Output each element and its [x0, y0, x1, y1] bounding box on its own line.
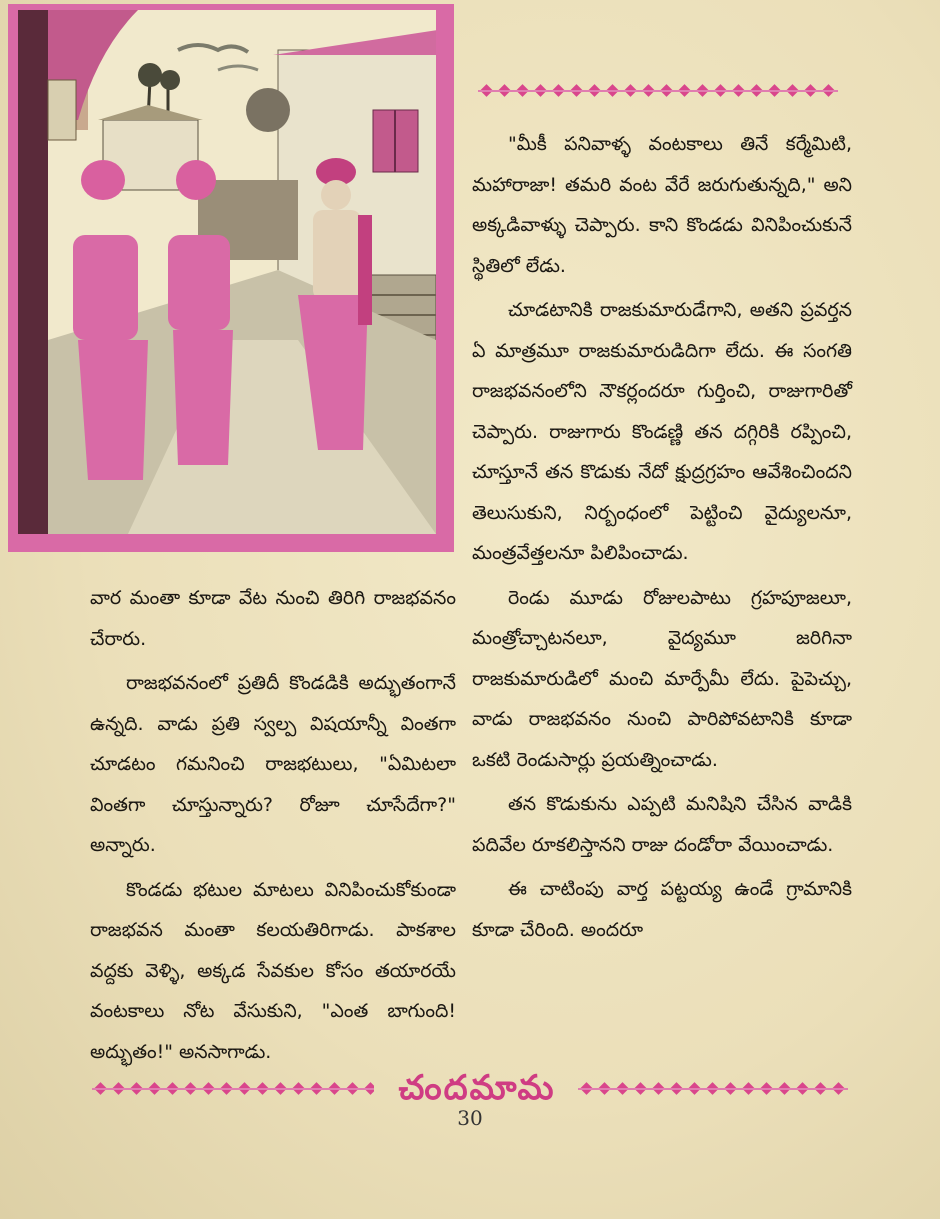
story-illustration	[8, 4, 454, 552]
paragraph: ఈ చాటింపు వార్త పట్టయ్య ఉండే గ్రామానికి కూడా చేరింది. అందరూ	[472, 878, 852, 941]
ornament-border-footer-right	[578, 1080, 850, 1100]
illustration-scene	[18, 10, 436, 534]
paragraph: రెండు మూడు రోజులపాటు గ్రహపూజలూ, మంత్రోచ్చాటనలూ, వైద్యమూ జరిగినా రాజకుమారుడిలో మంచి మార్పేమీ లేదు. పైపెచ్చు, వాడు రాజభవనం నుంచి పారిపోవటానికి కూడా ఒకటి రెండుసార్లు ప్రయత్నించాడు.	[472, 586, 852, 771]
ornament-border-footer-left	[92, 1080, 374, 1100]
paragraph: కొండడు భటుల మాటలు వినిపించుకోకుండా రాజభవన మంతా కలయతిరిగాడు. పాకశాల వద్దకు వెళ్ళి, అక్కడ సేవకుల కోసం తయారయే వంటకాలు నోట వేసుకుని, "ఎంత బాగుంది! అద్భుతం!" అనసాగాడు.	[90, 878, 456, 1063]
illustration-drawing	[18, 10, 436, 534]
right-text-column	[472, 120, 852, 950]
left-text-column	[90, 578, 456, 1072]
paragraph: తన కొడుకును ఎప్పటి మనిషిని చేసిన వాడికి పదివేల రూకలిస్తానని రాజు దండోరా వేయించాడు.	[472, 793, 852, 856]
paragraph: రాజభవనంలో ప్రతిదీ కొండడికి అద్భుతంగానే ఉన్నది. వాడు ప్రతి స్వల్ప విషయాన్నీ వింతగా చూడటం గమనించి రాజభటులు, "ఏమిటలా వింతగా చూస్తున్నారు? రోజూ చూసేదేగా?" అన్నారు.	[90, 672, 456, 856]
page-number: 30	[457, 1106, 483, 1130]
paragraph: "మీకీ పనివాళ్ళ వంటకాలు తినే కర్మేమిటి, మహారాజా! తమరి వంట వేరే జరుగుతున్నది," అని అక్కడివాళ్ళు చెప్పారు. కాని కొండడు వినిపించుకునే స్థితిలో లేడు.	[472, 133, 852, 277]
paragraph: చూడటానికి రాజకుమారుడేగాని, అతని ప్రవర్తన ఏ మాత్రమూ రాజకుమారుడిదిగా లేదు. ఈ సంగతి రాజభవనంలోని నౌకర్లందరూ గుర్తించి, రాజుగారితో చెప్పారు. రాజుగారు కొండణ్ణి తన దగ్గిరికి రప్పించి, చూస్తూనే తన కొడుకు నేదో క్షుద్రగ్రహం ఆవేశించిందని తెలుసుకుని, నిర్బంధంలో పెట్టించి వైద్యులనూ, మంత్రవేత్తలనూ పిలిపించాడు.	[472, 299, 852, 564]
ornament-border-top	[478, 82, 848, 102]
magazine-title: చందమామ	[398, 1068, 556, 1108]
paragraph: వార మంతా కూడా వేట నుంచి తిరిగి రాజభవనం చేరారు.	[90, 587, 456, 650]
